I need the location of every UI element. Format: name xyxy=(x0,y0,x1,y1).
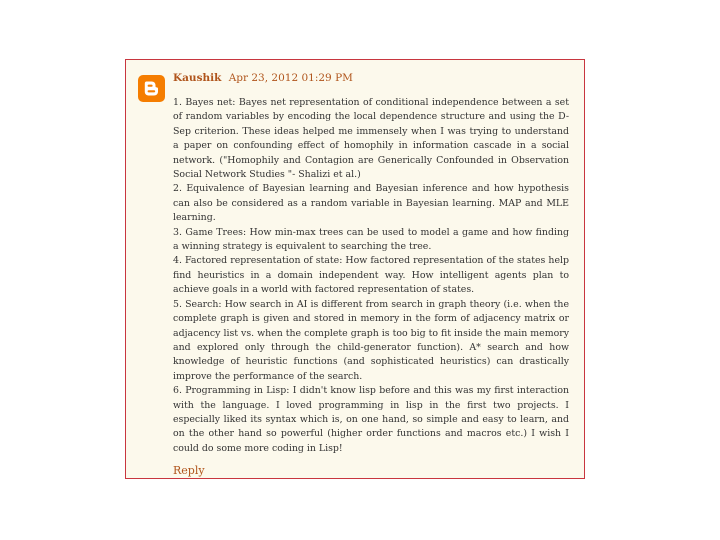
comment-box xyxy=(125,59,585,479)
comment-paragraph: 3. Game Trees: How min-max trees can be used to model a game and how finding a winning strategy is equivalent to searching the tree. xyxy=(173,226,569,253)
blogger-logo-glyph xyxy=(138,75,165,102)
comment-content xyxy=(173,70,569,479)
comment-body xyxy=(173,96,569,456)
comment-paragraph: 4. Factored representation of state: How factored representation of the states help find heuristics in a domain independent way. How intelligent agents plan to achieve goals in a world with factored representation of states. xyxy=(173,255,569,296)
comment-paragraph: 1. Bayes net: Bayes net representation of conditional independence between a set of random variables by encoding the local dependence structure and using the D-Sep criterion. These ideas helped me immensely when I was trying to understand a paper on confounding effect of homophily in information cascade in a social network. ("Homophily and Contagion are Generically Confounded in Observation Social Network Studies "- Shalizi et al.) xyxy=(173,97,569,181)
reply-link[interactable]: Reply xyxy=(173,464,205,478)
comment-header xyxy=(173,70,569,86)
comment-paragraph: 6. Programming in Lisp: I didn't know lisp before and this was my first interaction with the language. I loved programming in lisp in the first two projects. I especially liked its syntax which is, on one hand, so simple and easy to learn, and on the other hand so powerful (higher order functions and macros etc.) I wish I could do some more coding in Lisp! xyxy=(173,385,569,454)
author-name[interactable]: Kaushik xyxy=(173,72,222,84)
comment-date[interactable]: Apr 23, 2012 01:29 PM xyxy=(228,72,353,84)
comment-paragraph: 2. Equivalence of Bayesian learning and Bayesian inference and how hypothesis can also be considered as a random variable in Bayesian learning. MAP and MLE learning. xyxy=(173,183,569,224)
blogger-icon[interactable] xyxy=(138,75,165,102)
comment-paragraph: 5. Search: How search in AI is different from search in graph theory (i.e. when the complete graph is given and stored in memory in the form of adjacency matrix or adjacency list vs. when the complete graph is too big to fit inside the main memory and explored only through the child-generator function). A* search and how knowledge of heuristic functions (and sophisticated heuristics) can drastically improve the performance of the search. xyxy=(173,298,569,382)
